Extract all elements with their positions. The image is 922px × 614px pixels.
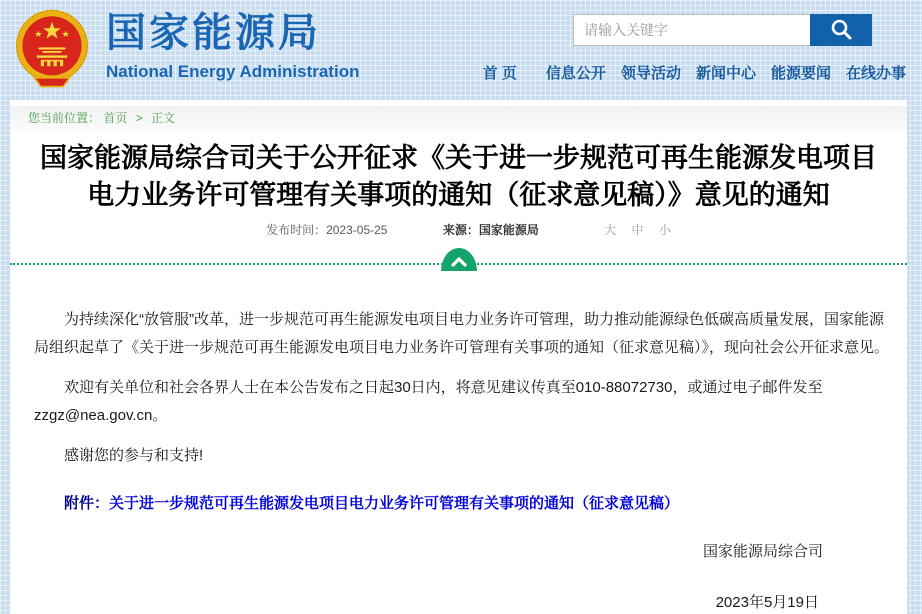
- signature-date: 2023年5月19日: [715, 594, 819, 611]
- breadcrumb-separator: >: [135, 111, 143, 125]
- publish-time-value: 2023-05-25: [326, 223, 388, 237]
- nav-item-leaders[interactable]: 领导活动: [620, 65, 681, 82]
- source-value: 国家能源局: [478, 223, 539, 237]
- nav-item-online[interactable]: 在线办事: [845, 65, 906, 82]
- search-form: [573, 14, 872, 46]
- national-emblem-icon: [12, 7, 92, 91]
- article-paragraph: 感谢您的参与和支持!: [64, 447, 204, 464]
- nav-item-energy[interactable]: 能源要闻: [770, 65, 831, 82]
- article-body: [10, 265, 907, 470]
- publish-time-label: 发布时间：: [266, 223, 327, 237]
- nav-item-news[interactable]: 新闻中心: [695, 65, 756, 82]
- breadcrumb-prefix: 您当前位置：: [28, 111, 101, 125]
- site-header: [0, 0, 922, 100]
- font-size-medium-button[interactable]: 中: [631, 223, 644, 237]
- article-paragraph: 为持续深化“放管服”改革，进一步规范可再生能源发电项目电力业务许可管理，助力推动能源绿色低碳高质量发展，国家能源局组织起草了《关于进一步规范可再生能源发电项目电力业务许可管理有关事项的通知（征求意见稿）》，现向社会公开征求意见。: [34, 311, 890, 356]
- signature-org: 国家能源局综合司: [702, 543, 823, 560]
- breadcrumb: [10, 106, 907, 130]
- article-meta: [10, 221, 907, 238]
- nav-item-info[interactable]: 信息公开: [545, 65, 606, 82]
- breadcrumb-current: 正文: [151, 111, 176, 125]
- breadcrumb-home-link[interactable]: 首页: [103, 111, 128, 125]
- search-icon: [828, 17, 854, 43]
- font-size-tools: [598, 221, 677, 238]
- article-source: [443, 221, 539, 238]
- site-title-zh: 国家能源局: [106, 11, 321, 55]
- attachment-label: 附件：: [64, 495, 110, 512]
- article-divider: [10, 263, 907, 265]
- attachment-row: [10, 482, 907, 518]
- attachment-link[interactable]: 关于进一步规范可再生能源发电项目电力业务许可管理有关事项的通知（征求意见稿）: [109, 495, 680, 512]
- font-size-small-button[interactable]: 小: [658, 223, 671, 237]
- chevron-up-icon: [449, 256, 469, 268]
- site-title-group: [106, 7, 359, 84]
- search-button[interactable]: [810, 14, 872, 46]
- top-nav: [483, 62, 906, 83]
- article-paragraph: 欢迎有关单位和社会各界人士在本公告发布之日起30日内，将意见建议传真至010-88072730，或通过电子邮件发至zzgz@nea.gov.cn。: [34, 379, 823, 424]
- source-label: 来源：: [442, 223, 479, 237]
- article-container: [10, 100, 907, 614]
- font-size-large-button[interactable]: 大: [604, 223, 617, 237]
- article-title: 国家能源局综合司关于公开征求《关于进一步规范可再生能源发电项目电力业务许可管理有关事项的通知（征求意见稿）》意见的通知: [40, 143, 877, 210]
- site-logo[interactable]: [12, 7, 359, 91]
- site-title-en: National Energy Administration: [106, 62, 360, 81]
- collapse-article-button[interactable]: [441, 248, 477, 271]
- nav-item-home[interactable]: 首 页: [482, 65, 517, 82]
- publish-time: [266, 221, 387, 238]
- search-input[interactable]: [573, 14, 810, 46]
